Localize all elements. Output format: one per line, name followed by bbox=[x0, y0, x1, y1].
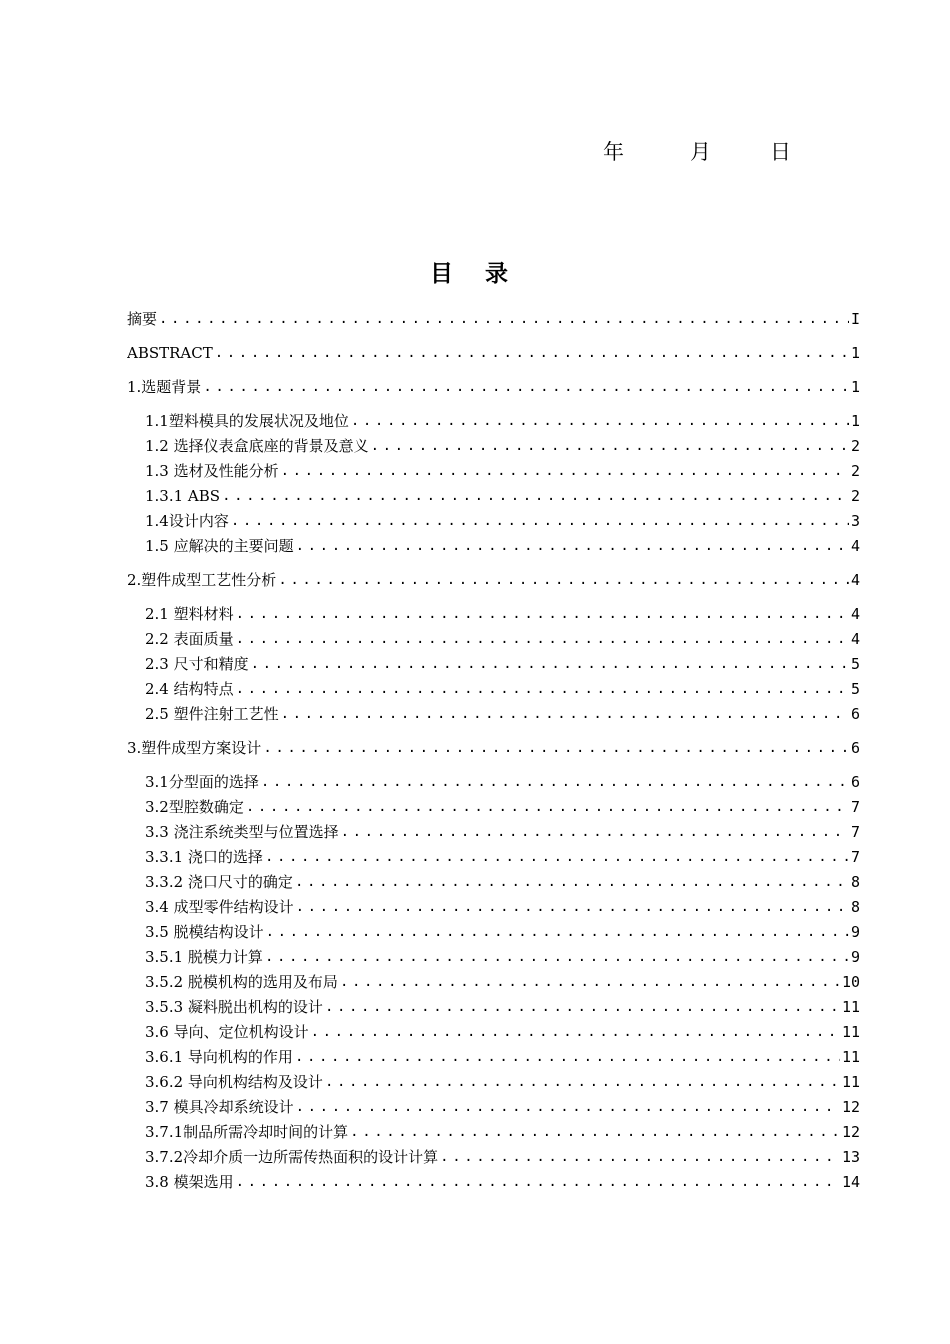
toc-entry-label: 3.7 模具冷却系统设计 bbox=[145, 1098, 294, 1116]
toc-entry-label: 3.8 模架选用 bbox=[145, 1173, 234, 1191]
toc-leader-dots bbox=[350, 1122, 840, 1142]
toc-entry-label: ABSTRACT bbox=[127, 344, 213, 362]
toc-entry[interactable] bbox=[145, 702, 860, 724]
toc-entry[interactable] bbox=[145, 845, 860, 867]
toc-entry-page: 10 bbox=[841, 973, 860, 991]
toc-leader-dots bbox=[203, 377, 849, 397]
toc-entry[interactable] bbox=[145, 509, 860, 531]
toc-entry-page: 1 bbox=[850, 378, 860, 396]
toc-entry-page: 13 bbox=[841, 1148, 860, 1166]
toc-entry[interactable] bbox=[145, 870, 860, 892]
toc-leader-dots bbox=[296, 536, 849, 556]
toc-entry[interactable] bbox=[145, 995, 860, 1017]
toc-entry-label: 3.5 脱模结构设计 bbox=[145, 923, 264, 941]
toc-leader-dots bbox=[371, 436, 849, 456]
toc-entry-label: 3.7.1制品所需冷却时间的计算 bbox=[145, 1123, 349, 1141]
toc-leader-dots bbox=[296, 897, 849, 917]
toc-entry-page: 11 bbox=[841, 1048, 860, 1066]
toc-entry-page: 6 bbox=[850, 739, 860, 757]
toc-entry-label: 3.7.2冷却介质一边所需传热面积的设计计算 bbox=[145, 1148, 439, 1166]
toc-leader-dots bbox=[341, 822, 849, 842]
toc-entry[interactable] bbox=[145, 970, 860, 992]
toc-leader-dots bbox=[281, 704, 849, 724]
toc-entry[interactable] bbox=[145, 484, 860, 506]
toc-entry-page: 4 bbox=[850, 571, 860, 589]
toc-leader-dots bbox=[265, 847, 849, 867]
toc-leader-dots bbox=[340, 972, 840, 992]
toc-entry[interactable] bbox=[145, 652, 860, 674]
toc-entry-label: 2.5 塑件注射工艺性 bbox=[145, 705, 279, 723]
toc-leader-dots bbox=[278, 570, 849, 590]
toc-entry[interactable] bbox=[145, 895, 860, 917]
toc-leader-dots bbox=[311, 1022, 840, 1042]
toc-leader-dots bbox=[295, 872, 849, 892]
toc-leader-dots bbox=[281, 461, 849, 481]
toc-entry[interactable] bbox=[145, 459, 860, 481]
toc-entry-page: 12 bbox=[841, 1123, 860, 1141]
toc-entry[interactable] bbox=[145, 1120, 860, 1142]
toc-entry[interactable] bbox=[127, 307, 860, 329]
toc-leader-dots bbox=[246, 797, 849, 817]
toc-entry-label: 2.4 结构特点 bbox=[145, 680, 234, 698]
toc-entry-page: 4 bbox=[850, 630, 860, 648]
toc-entry-label: 3.5.3 凝料脱出机构的设计 bbox=[145, 998, 323, 1016]
toc-entry-page: 8 bbox=[850, 898, 860, 916]
toc-entry[interactable] bbox=[145, 1095, 860, 1117]
toc-entry[interactable] bbox=[127, 736, 860, 758]
toc-entry-label: 3.6.2 导向机构结构及设计 bbox=[145, 1073, 323, 1091]
toc-entry[interactable] bbox=[145, 795, 860, 817]
toc-entry-label: 2.塑件成型工艺性分析 bbox=[127, 571, 277, 589]
toc-leader-dots bbox=[215, 343, 849, 363]
toc-leader-dots bbox=[296, 1097, 840, 1117]
toc-entry-label: 1.3 选材及性能分析 bbox=[145, 462, 279, 480]
toc-entry-label: 3.3 浇注系统类型与位置选择 bbox=[145, 823, 339, 841]
toc-entry-label: 2.1 塑料材料 bbox=[145, 605, 234, 623]
toc-leader-dots bbox=[159, 309, 849, 329]
toc-entry[interactable] bbox=[145, 602, 860, 624]
toc-leader-dots bbox=[295, 1047, 840, 1067]
toc-entry[interactable] bbox=[145, 409, 860, 431]
date-day: 日 bbox=[770, 140, 791, 164]
toc-entry-page: 14 bbox=[841, 1173, 860, 1191]
toc-entry-label: 1.1塑料模具的发展状况及地位 bbox=[145, 412, 349, 430]
toc-leader-dots bbox=[231, 511, 849, 531]
toc-entry-page: 2 bbox=[850, 437, 860, 455]
toc-leader-dots bbox=[251, 654, 849, 674]
toc-entry-label: 2.2 表面质量 bbox=[145, 630, 234, 648]
toc-entry[interactable] bbox=[145, 1020, 860, 1042]
toc-leader-dots bbox=[440, 1147, 840, 1167]
toc-entry-page: 9 bbox=[850, 948, 860, 966]
toc-entry-page: 9 bbox=[850, 923, 860, 941]
toc-entry-page: I bbox=[850, 310, 860, 328]
toc-entry-page: 1 bbox=[850, 344, 860, 362]
toc-entry-page: 7 bbox=[850, 848, 860, 866]
toc-leader-dots bbox=[266, 922, 849, 942]
date-year: 年 bbox=[603, 140, 624, 164]
toc-entry[interactable] bbox=[145, 434, 860, 456]
toc-entry-label: 2.3 尺寸和精度 bbox=[145, 655, 249, 673]
toc-entry-label: 1.4设计内容 bbox=[145, 512, 229, 530]
toc-entry[interactable] bbox=[127, 568, 860, 590]
toc-entry-page: 8 bbox=[850, 873, 860, 891]
toc-leader-dots bbox=[236, 679, 849, 699]
date-month: 月 bbox=[690, 140, 711, 164]
toc-entry-label: 摘要 bbox=[127, 310, 158, 328]
toc-entry-page: 7 bbox=[850, 823, 860, 841]
toc-entry-page: 3 bbox=[850, 512, 860, 530]
toc-entry-label: 3.塑件成型方案设计 bbox=[127, 739, 262, 757]
toc-entry-label: 3.1分型面的选择 bbox=[145, 773, 259, 791]
toc-leader-dots bbox=[263, 738, 849, 758]
toc-entry[interactable] bbox=[127, 375, 860, 397]
toc-entry-label: 3.3.2 浇口尺寸的确定 bbox=[145, 873, 293, 891]
toc-entry-label: 1.5 应解决的主要问题 bbox=[145, 537, 294, 555]
toc-entry-page: 11 bbox=[841, 1023, 860, 1041]
toc-leader-dots bbox=[325, 1072, 840, 1092]
toc-entry[interactable] bbox=[145, 945, 860, 967]
toc-entry-page: 12 bbox=[841, 1098, 860, 1116]
toc-entry-label: 1.2 选择仪表盒底座的背景及意义 bbox=[145, 437, 369, 455]
toc-entry-page: 6 bbox=[850, 705, 860, 723]
toc-entry-label: 1.选题背景 bbox=[127, 378, 202, 396]
toc-entry-label: 3.4 成型零件结构设计 bbox=[145, 898, 294, 916]
toc-entry[interactable] bbox=[145, 1045, 860, 1067]
toc-leader-dots bbox=[325, 997, 840, 1017]
toc-leader-dots bbox=[222, 486, 849, 506]
toc-entry-label: 1.3.1 ABS bbox=[145, 487, 221, 505]
toc-leader-dots bbox=[236, 629, 849, 649]
toc-entry-label: 3.6 导向、定位机构设计 bbox=[145, 1023, 309, 1041]
toc-entry[interactable] bbox=[145, 1170, 860, 1192]
toc-entry[interactable] bbox=[145, 627, 860, 649]
toc-title: 目 录 bbox=[429, 261, 520, 287]
toc-entry[interactable] bbox=[127, 341, 860, 363]
toc-entry-page: 2 bbox=[850, 487, 860, 505]
toc-entry-page: 4 bbox=[850, 605, 860, 623]
toc-entry-page: 5 bbox=[850, 680, 860, 698]
toc-entry-label: 3.5.1 脱模力计算 bbox=[145, 948, 263, 966]
toc-entry-label: 3.6.1 导向机构的作用 bbox=[145, 1048, 293, 1066]
toc-entry[interactable] bbox=[145, 820, 860, 842]
toc-entry-page: 1 bbox=[850, 412, 860, 430]
toc-entry[interactable] bbox=[145, 1145, 860, 1167]
toc-leader-dots bbox=[236, 1172, 840, 1192]
toc-entry-label: 3.5.2 脱模机构的选用及布局 bbox=[145, 973, 338, 991]
toc-entry[interactable] bbox=[145, 920, 860, 942]
toc-leader-dots bbox=[236, 604, 849, 624]
toc-entry-page: 11 bbox=[841, 998, 860, 1016]
toc-entry-label: 3.3.1 浇口的选择 bbox=[145, 848, 263, 866]
toc-entry-page: 2 bbox=[850, 462, 860, 480]
toc-entry-page: 7 bbox=[850, 798, 860, 816]
toc-leader-dots bbox=[265, 947, 849, 967]
toc-leader-dots bbox=[351, 411, 849, 431]
toc-entry-label: 3.2型腔数确定 bbox=[145, 798, 244, 816]
date-line bbox=[0, 136, 950, 166]
toc-entry[interactable] bbox=[145, 534, 860, 556]
toc-leader-dots bbox=[261, 772, 849, 792]
toc-entry[interactable] bbox=[145, 677, 860, 699]
toc-entry-page: 4 bbox=[850, 537, 860, 555]
toc-entry[interactable] bbox=[145, 770, 860, 792]
toc-entry[interactable] bbox=[145, 1070, 860, 1092]
toc-entry-page: 6 bbox=[850, 773, 860, 791]
toc-entry-page: 5 bbox=[850, 655, 860, 673]
toc-entry-page: 11 bbox=[841, 1073, 860, 1091]
